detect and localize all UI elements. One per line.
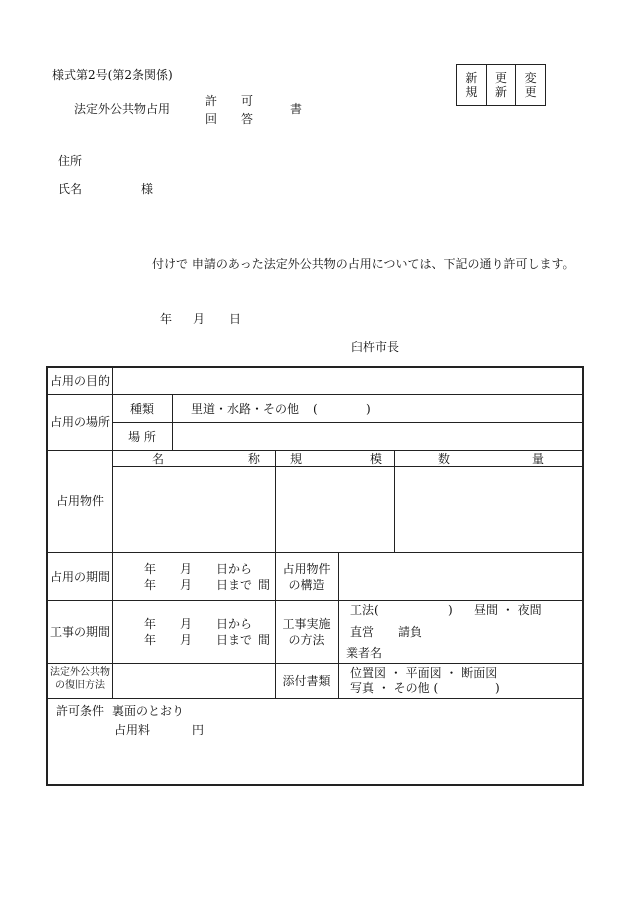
method-daynight[interactable]: 昼間 ・ 夜間 (474, 603, 542, 617)
fee-unit: 円 (192, 723, 205, 737)
place-label: 占用の場所 (49, 415, 110, 429)
date-month: 月 (193, 312, 206, 326)
type-value[interactable]: 里道・水路・その他 (191, 402, 300, 416)
col-scale-b: 模 (370, 452, 383, 466)
honorific: 様 (141, 182, 154, 196)
type-label: 種類 (129, 402, 154, 416)
fee-label: 占用料 (114, 723, 151, 737)
col-scale-a: 規 (290, 452, 303, 466)
attach-line2[interactable]: 写真 ・ その他 ( (350, 681, 439, 695)
address-label: 住所 (58, 154, 83, 168)
date-year: 年 (160, 312, 173, 326)
title-prefix: 法定外公共物占用 (74, 102, 171, 116)
box-renew[interactable]: 更 新 (486, 65, 516, 105)
box-new[interactable]: 新 規 (465, 71, 478, 99)
box-change[interactable]: 変 更 (515, 65, 545, 105)
status-boxes (456, 64, 546, 106)
name-label: 氏名 (58, 182, 83, 196)
work-method-label-a: 工事実施 (282, 617, 331, 631)
col-qty-b: 量 (532, 452, 545, 466)
work-period-duration: 間 (258, 633, 271, 647)
work-period-from[interactable]: 年 月 日から (144, 617, 253, 631)
restore-label-b: の復旧方法 (55, 680, 105, 691)
location-field[interactable] (174, 424, 580, 448)
col-qty-a: 数 (438, 452, 451, 466)
restore-label-a: 法定外公共物 (50, 667, 110, 678)
location-label: 場 所 (128, 430, 156, 444)
col-name-a: 名 (152, 452, 165, 466)
method-contract[interactable]: 請負 (398, 625, 423, 639)
method-line1-close: ) (448, 603, 453, 617)
period-label: 占用の期間 (49, 570, 110, 584)
period-to[interactable]: 年 月 日まで (144, 578, 253, 592)
work-method-label-b: の方法 (288, 633, 325, 647)
body-text: 付けで 申請のあった法定外公共物の占用については、下記の通り許可します。 (152, 257, 575, 271)
type-paren-close: ) (366, 402, 371, 416)
permit-table (46, 366, 584, 786)
period-from[interactable]: 年 月 日から (144, 562, 253, 576)
attach-line1[interactable]: 位置図 ・ 平面図 ・ 断面図 (350, 666, 498, 680)
attach-close: ) (495, 681, 500, 695)
type-paren-open: ( (313, 402, 318, 416)
structure-label-b: の構造 (288, 578, 325, 592)
date-day: 日 (229, 312, 242, 326)
attach-label: 添付書類 (282, 674, 331, 688)
method-direct[interactable]: 直営 (350, 625, 375, 639)
title-suffix: 書 (290, 102, 303, 116)
title-option-permit-a: 許 (205, 94, 218, 108)
contractor-name-label: 業者名 (346, 646, 383, 660)
work-period-to[interactable]: 年 月 日まで (144, 633, 253, 647)
purpose-label: 占用の目的 (49, 374, 110, 388)
title-option-permit-b: 可 (241, 94, 254, 108)
structure-label-a: 占用物件 (282, 562, 331, 576)
conditions-value: 裏面のとおり (112, 704, 185, 718)
method-line1[interactable]: 工法( (350, 603, 379, 617)
title-option-reply-a: 回 (205, 112, 218, 126)
issuer: 臼杵市長 (351, 340, 400, 354)
title-option-reply-b: 答 (241, 112, 254, 126)
conditions-label: 許可条件 (56, 704, 105, 718)
col-name-b: 称 (248, 452, 261, 466)
items-label: 占用物件 (55, 494, 104, 508)
purpose-field[interactable] (114, 370, 580, 392)
work-period-label: 工事の期間 (49, 625, 110, 639)
form-number: 様式第2号(第2条関係) (52, 68, 173, 82)
period-duration: 間 (258, 578, 271, 592)
